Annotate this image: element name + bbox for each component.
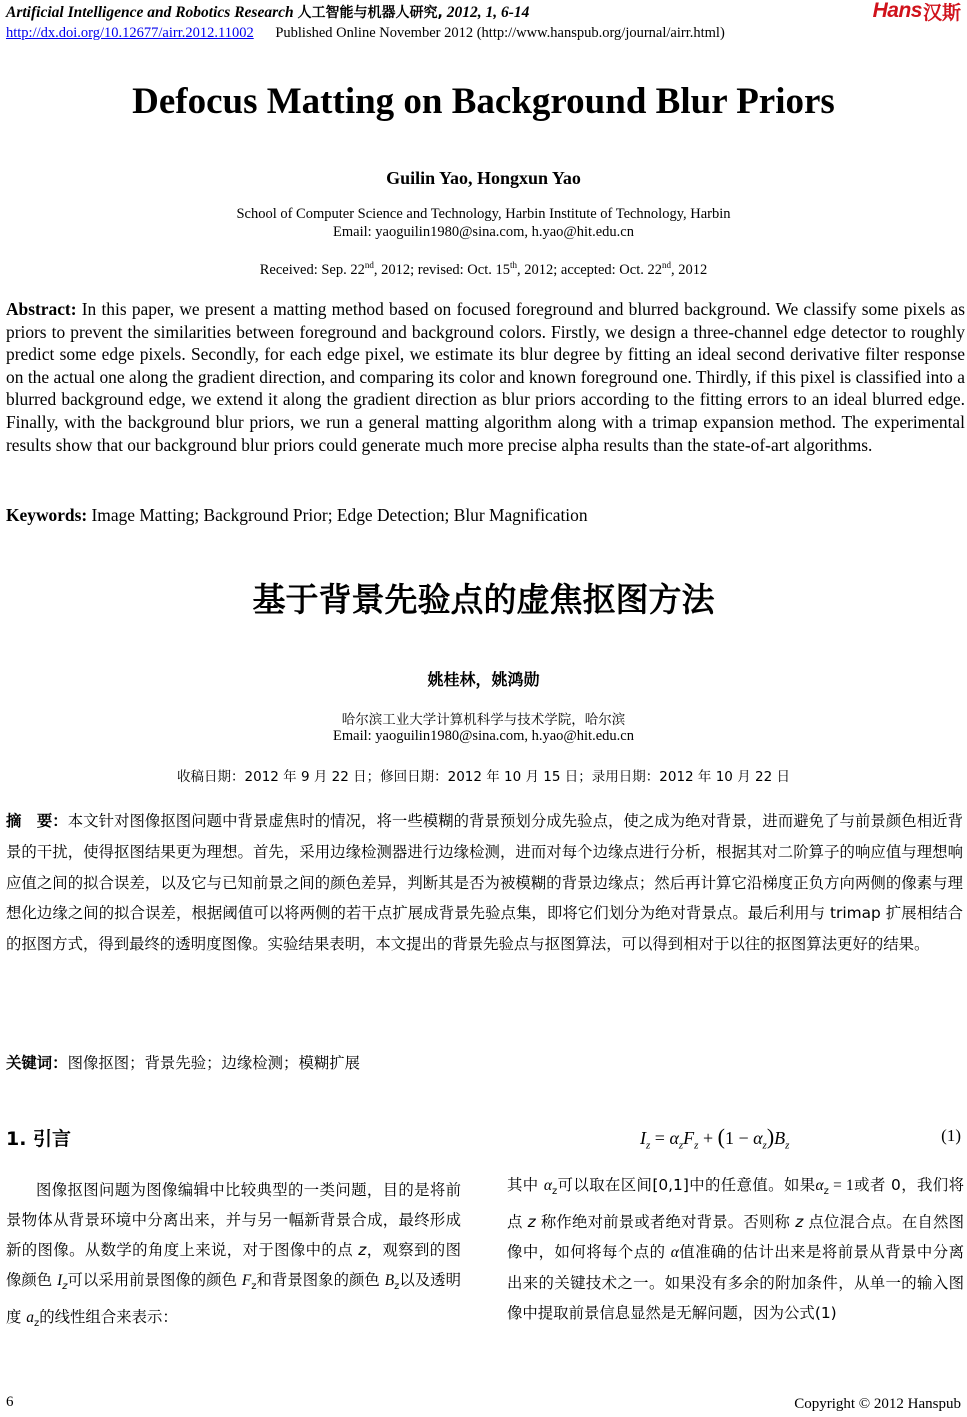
hanspub-logo (873, 0, 961, 22)
email: Email: yaoguilin1980@sina.com, h.yao@hit.edu.cn (333, 224, 634, 240)
keywords-text-cn: 图像抠图；背景先验；边缘检测；模糊扩展 (67, 1054, 361, 1072)
journal-volume: 2012, 1, 6-14 (446, 4, 530, 21)
var-B: B (384, 1272, 395, 1289)
eq-inline: = 1 (828, 1177, 854, 1194)
eq-alpha-2: α (753, 1128, 763, 1148)
body-right-column: 其中 $\alpha_z$可以取在区间[0,1]中的任意值。如果$\alpha_z = 1$或者 0，我们将点 z 称作绝对前景或者绝对背景。否则称 z 点位混合点。在自然图像中，如何将每个点的 α值准确的估计出来是将前景从背景中分离出来的关键技术之一。如果没有多余的附加条件，从单一的输入图像中提取前景信息显然是无解问题，因为公式(1) (507, 1176, 964, 1323)
journal-name-cn: 人工智能与机器人研究, (297, 5, 443, 21)
left-text-5: 以及透明度 (6, 1271, 461, 1327)
doi-line (6, 25, 725, 42)
keywords-cn (6, 1051, 360, 1073)
email-cn: Email: yaoguilin1980@sina.com, h.yao@hit.edu.cn (333, 728, 634, 744)
dates-tail: , 2012 (670, 261, 708, 278)
affiliation: School of Computer Science and Technology, Harbin Institute of Technology, Harbin (236, 206, 731, 222)
paper-title: Defocus Matting on Background Blur Priors (132, 81, 835, 122)
var-F: F (241, 1272, 252, 1289)
right-text-5: 点位混合点。在自然图像中，如何将每个点的 (507, 1213, 964, 1262)
right-text-2: 可以取在区间[0,1]中的任意值。如果 (557, 1176, 816, 1194)
logo-cn-text: 汉斯 (922, 1, 961, 24)
section-title: 1. 引言 (6, 1128, 72, 1150)
equation-number: (1) (941, 1126, 961, 1145)
var-alpha-3: α (670, 1244, 679, 1262)
var-alpha-2: α (815, 1177, 824, 1194)
eq-sub-5: z (785, 1139, 790, 1152)
left-text-3: 可以采用前景图像的颜色 (67, 1271, 242, 1289)
right-text-6: 值准确的估计出来是将前景从背景中分离出来的关键技术之一。如果没有多余的附加条件，从单一的输入图像中提取前景信息显然是无解问题，因为公式(1) (507, 1243, 964, 1323)
paper-authors: Guilin Yao, Hongxun Yao (386, 168, 581, 188)
var-alpha-1: α (543, 1177, 552, 1194)
right-text-3: 或者 0，我们将点 (507, 1176, 964, 1232)
eq-sub-3: z (694, 1139, 699, 1152)
received-sup: nd (364, 260, 374, 270)
var-a: a (26, 1309, 34, 1327)
dates-line (0, 260, 967, 279)
paper-authors-cn: 姚桂林，姚鸿勋 (427, 670, 540, 689)
abstract (6, 298, 965, 456)
received-label: Received: Sep. 22 (259, 261, 365, 278)
journal-name: Artificial Intelligence and Robotics Research (6, 4, 294, 21)
keywords (6, 505, 961, 526)
revised-sup: th (510, 260, 518, 270)
keywords-label: Keywords: (6, 505, 88, 525)
eq-I: I (640, 1128, 646, 1148)
eq-alpha: α (669, 1128, 679, 1148)
eq-B: B (774, 1128, 786, 1148)
var-z: z (358, 1241, 367, 1259)
left-text-4: 和背景图象的颜色 (256, 1271, 385, 1289)
page-number: 6 (6, 1394, 14, 1410)
eq-sub-4: z (762, 1139, 767, 1152)
abstract-text-cn: 本文针对图像抠图问题中背景虚焦时的情况，将一些模糊的背景预划分成先验点，使之成为绝对背景，进而避免了与前景颜色相近背景的干扰，使得抠图结果更为理想。首先，采用边缘检测器进行边缘检测，进而对每个边缘点进行分析，根据其对二阶算子的响应值与理想响应值之间的拟合误差，以及它与已知前景之间的颜色差异，判断其是否为被模糊的背景边缘点；然后再计算它沿梯度正负方向两侧的像素与理想化边缘之间的拟合误差，根据阈值可以将两侧的若干点扩展成背景先验点集，即将它们划分为绝对背景点。最后利用与 trimap 扩展相结合的抠图方式，得到最终的透明度图像。实验结果表明，本文提出的背景先验点与抠图算法，可以得到相对于以往的抠图算法更好的结果。 (6, 812, 963, 954)
journal-header (6, 2, 529, 22)
paper-title-cn: 基于背景先验点的虚焦抠图方法 (252, 580, 715, 619)
var-z-1: z (527, 1213, 536, 1232)
abstract-text: In this paper, we present a matting method based on focused foreground and blurred background. We classify some pixels as priors to prevent the similarities between foreground and background colors. Firstly, we design a three-channel edge detector to roughly predict some edge pixels. Secondly, for each edge pixel, we estimate its blur degree by fitting an ideal second derivative filter response on the actual one along the gradient direction, and comparing its color and known foreground one. Thirdly, if this pixel is classified into a blurred background edge, we extend it along the gradient direction as blur priors according to the fitting errors to an ideal blurred edge. Finally, with the background blur priors, we run a general matting algorithm along with a trimap expansion method. The experimental results show that our background blur priors could generate much more precise alpha results than the state-of-art algorithms. (6, 299, 965, 455)
accepted-sup: nd (661, 260, 671, 270)
eq-one-minus: 1 − (724, 1128, 754, 1148)
eq-F: F (683, 1128, 695, 1148)
affiliation-cn: 哈尔滨工业大学计算机科学与技术学院，哈尔滨 (341, 712, 626, 728)
left-text-1: 图像抠图问题为图像编辑中比较典型的一类问题，目的是将前景物体从背景环境中分离出来，并与另一幅新背景合成，最终形成新的图像。从数学的角度上来说，对于图像中的点 (6, 1181, 461, 1259)
eq-equals: = (650, 1128, 670, 1148)
copyright: Copyright © 2012 Hanspub (794, 1396, 961, 1412)
right-text-1: 其中 (507, 1176, 544, 1194)
logo-hans-text: Hans (872, 0, 922, 22)
left-text-2: ，观察到的图像颜色 (6, 1241, 461, 1289)
eq-plus: + (698, 1128, 718, 1148)
revised-label: , 2012; revised: Oct. 15 (373, 261, 510, 278)
keywords-label-cn: 关键词： (6, 1054, 68, 1072)
equation-1: $I_z = \alpha_zF_z + (1 - \alpha_z)B_z$ (640, 1124, 790, 1152)
eq-sub-2: z (678, 1139, 684, 1152)
dates-cn: 收稿日期：2012 年 9 月 22 日；修回日期：2012 年 10 月 15 日；录用日期：2012 年 10 月 22 日 (177, 769, 790, 785)
right-text-4: 称作绝对前景或者绝对背景。否则称 (535, 1213, 796, 1232)
abstract-label-cn: 摘 要： (6, 812, 68, 830)
abstract-cn (6, 806, 963, 960)
var-I: I (57, 1272, 63, 1289)
body-left-column: 图像抠图问题为图像编辑中比较典型的一类问题，目的是将前景物体从背景环境中分离出来，并与另一幅新背景合成，最终形成新的图像。从数学的角度上来说，对于图像中的点 z，观察到的图像颜色 $I_z$可以采用前景图像的颜色 $F_z$和背景图象的颜色 $B_z$以及透明度 $a_z$的线性组合来表示： (6, 1181, 461, 1330)
left-text-6: 的线性组合来表示： (39, 1308, 178, 1327)
accepted-label: , 2012; accepted: Oct. 22 (517, 261, 662, 278)
abstract-label: Abstract: (6, 299, 77, 319)
keywords-text: Image Matting; Background Prior; Edge Detection; Blur Magnification (91, 505, 588, 525)
eq-sub-1: z (646, 1139, 651, 1152)
var-z-2: z (795, 1213, 804, 1232)
published-online: Published Online November 2012 (http://www.hanspub.org/journal/airr.html) (275, 25, 725, 41)
doi-link[interactable]: http://dx.doi.org/10.12677/airr.2012.11002 (6, 25, 254, 41)
